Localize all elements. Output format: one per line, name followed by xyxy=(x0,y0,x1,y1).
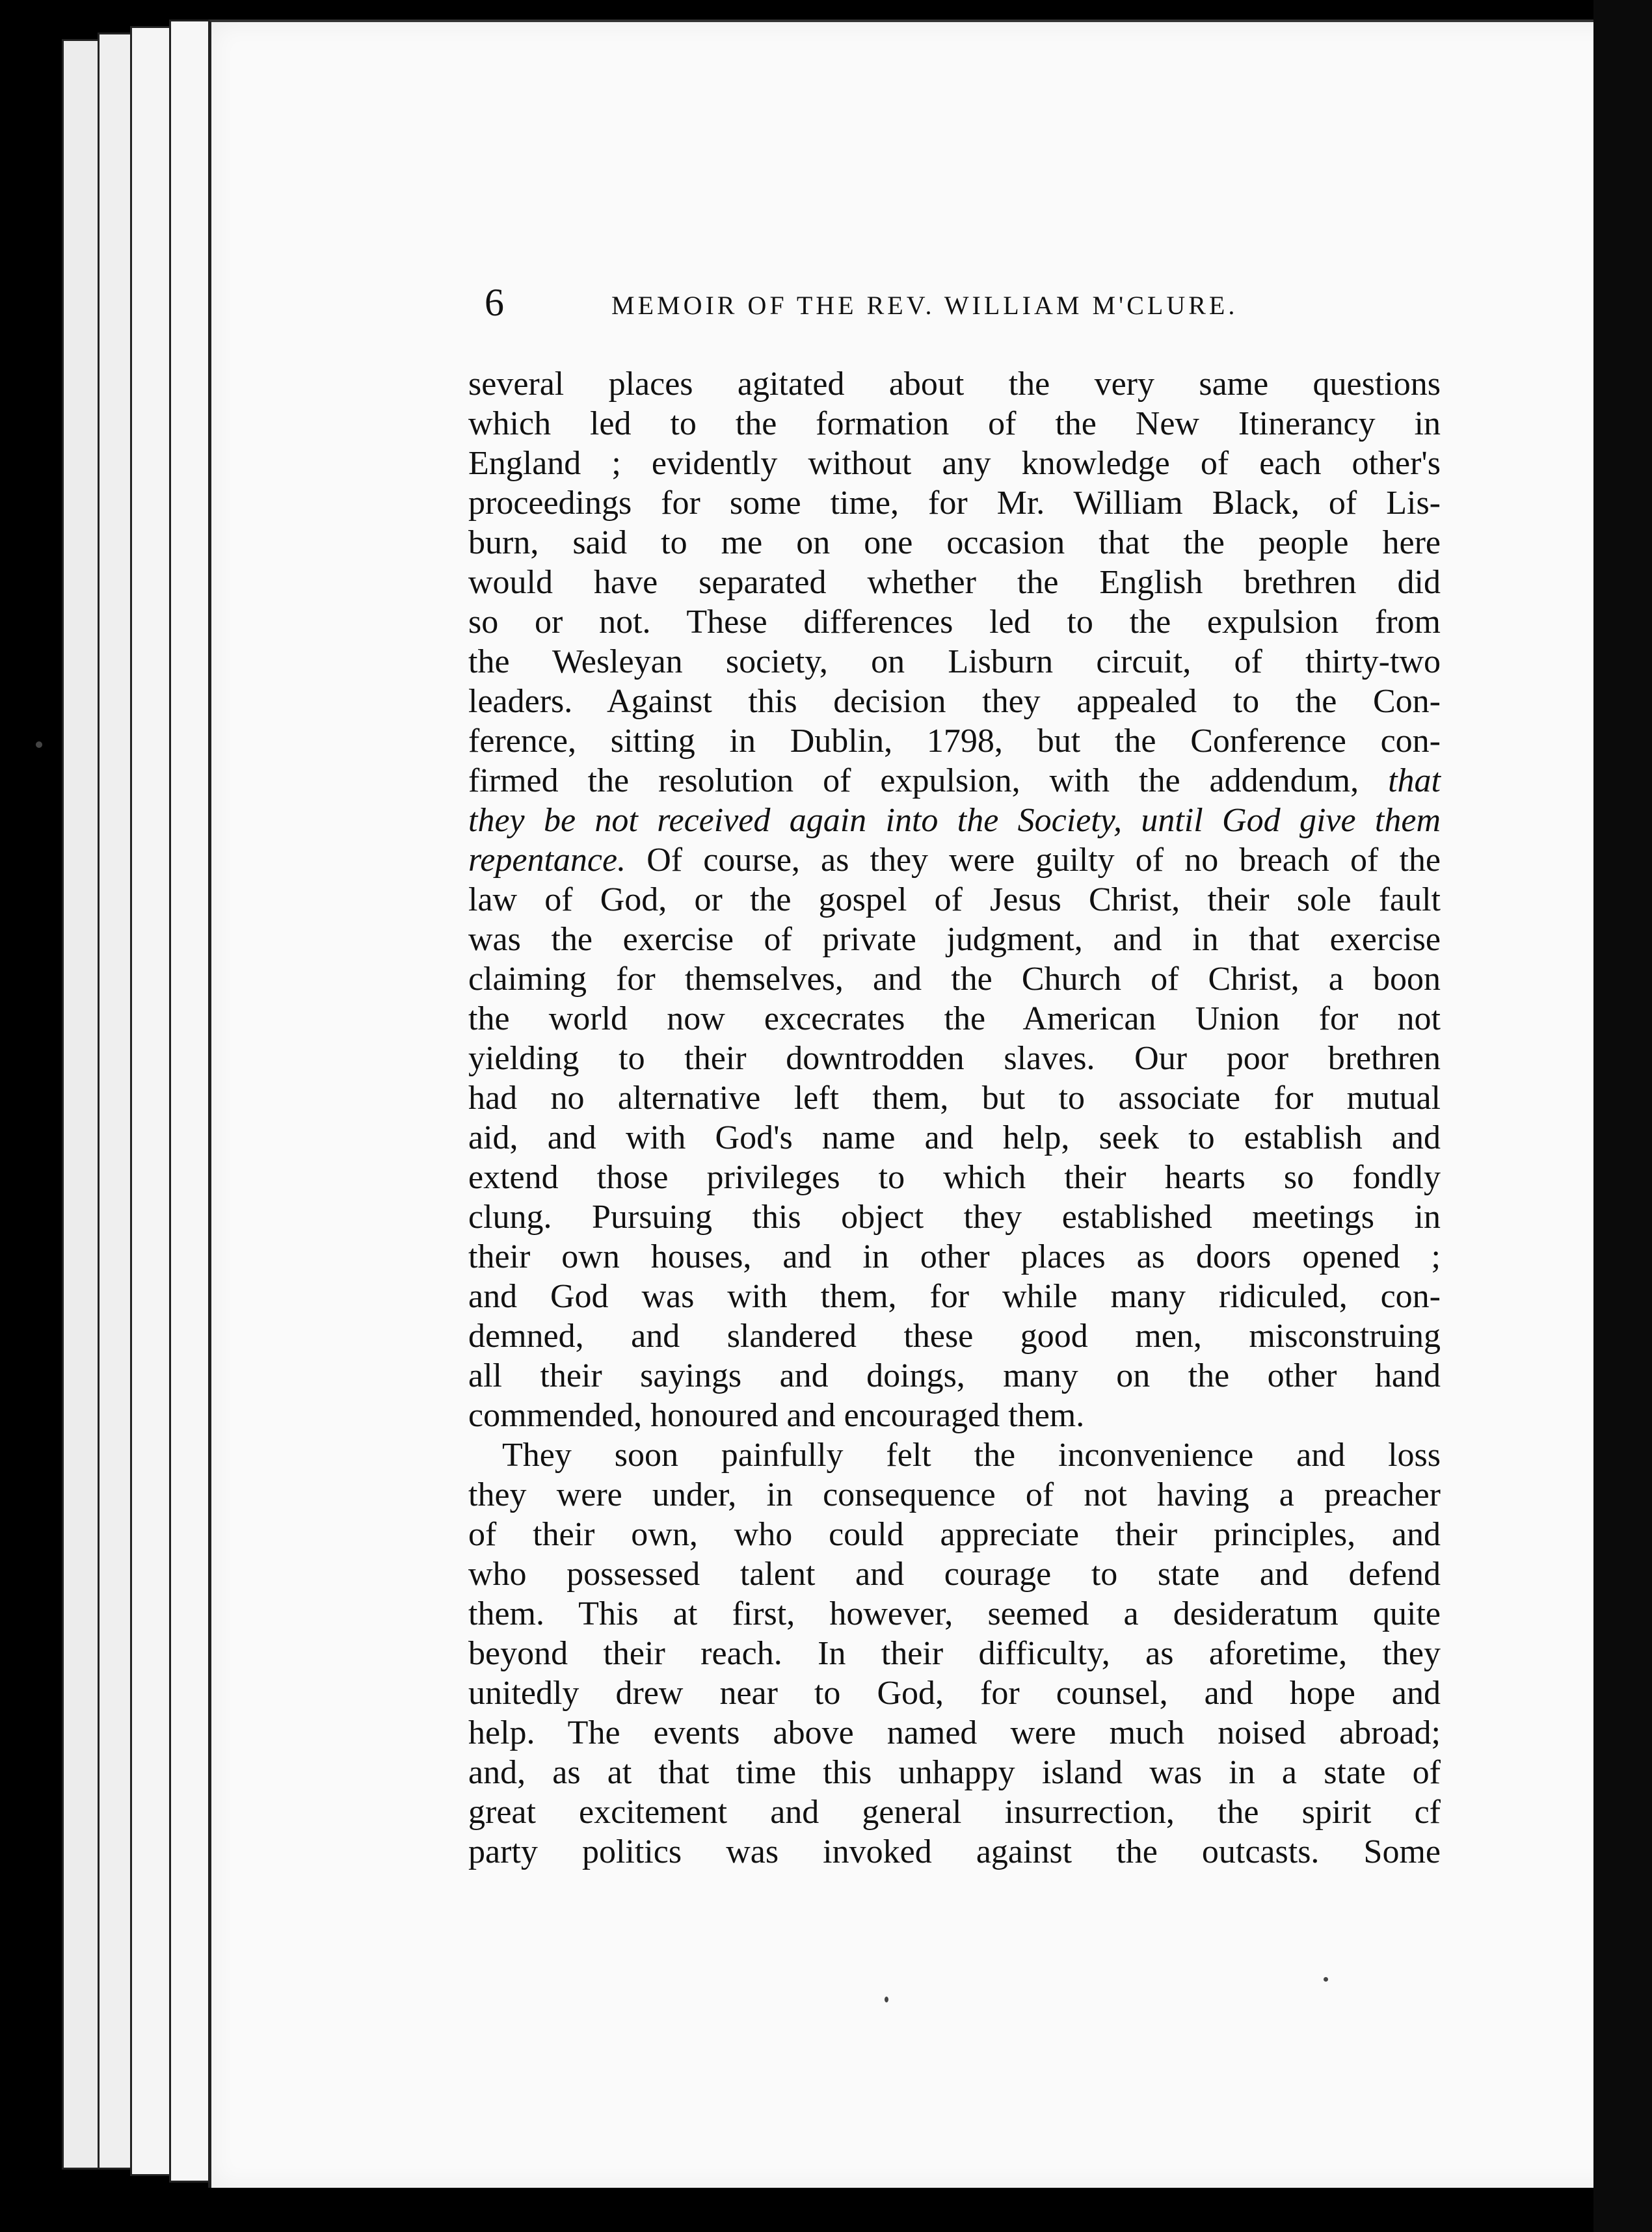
text-line: all their sayings and doings, many on the other hand xyxy=(468,1357,1441,1394)
running-head: MEMOIR OF THE REV. WILLIAM M'CLURE. xyxy=(611,291,1238,320)
text-line xyxy=(468,840,1441,880)
italic-run: they be not received again into the Society, xyxy=(468,802,1122,839)
text-line: unitedly drew near to God, for counsel, and hope and xyxy=(468,1675,1441,1712)
text-line xyxy=(468,761,1441,801)
text-line: leaders. Against this decision they appealed to the Con- xyxy=(468,683,1441,720)
text-line: their own houses, and in other places as doors opened ; xyxy=(468,1238,1441,1275)
text-line: of their own, who could appreciate their principles, and xyxy=(468,1516,1441,1553)
text-line: demned, and slandered these good men, misconstruing xyxy=(468,1318,1441,1355)
text-line: who possessed talent and courage to state and defend xyxy=(468,1556,1441,1593)
text-line: beyond their reach. In their difficulty, as aforetime, they xyxy=(468,1635,1441,1672)
text-line: them. This at first, however, seemed a desideratum quite xyxy=(468,1595,1441,1632)
italic-run: until God give them xyxy=(1141,802,1441,839)
page-header xyxy=(485,276,1330,328)
text-line: commended, honoured and encouraged them. xyxy=(468,1397,1085,1434)
body-text xyxy=(468,364,1441,1872)
text-line: the world now excecrates the American Union for not xyxy=(468,1000,1441,1037)
text-line: was the exercise of private judgment, and in that exercise xyxy=(468,921,1441,958)
text-line: England ; evidently without any knowledge of each other's xyxy=(468,445,1441,482)
text-run: firmed the resolution of expulsion, with the addendum, xyxy=(468,762,1359,799)
paragraph-1 xyxy=(468,364,1441,1435)
text-line: would have separated whether the English brethren did xyxy=(468,564,1441,601)
text-line: extend those privileges to which their hearts so fondly xyxy=(468,1159,1441,1196)
text-line: yielding to their downtrodden slaves. Our poor brethren xyxy=(468,1040,1441,1077)
italic-run: that xyxy=(1388,762,1441,799)
text-line: burn, said to me on one occasion that the people here xyxy=(468,524,1441,561)
text-line: they were under, in consequence of not having a preacher xyxy=(468,1476,1441,1513)
text-line xyxy=(468,801,1441,840)
text-line: claiming for themselves, and the Church of Christ, a boon xyxy=(468,961,1441,998)
text-line: several places agitated about the very same questions xyxy=(468,365,1441,403)
text-line: help. The events above named were much noised abroad; xyxy=(468,1714,1441,1751)
text-line: and, as at that time this unhappy island was in a state of xyxy=(468,1754,1441,1791)
text-line: which led to the formation of the New Itinerancy in xyxy=(468,405,1441,442)
text-line: so or not. These differences led to the expulsion from xyxy=(468,604,1441,641)
dust-speck xyxy=(36,741,42,748)
text-line: clung. Pursuing this object they established meetings in xyxy=(468,1199,1441,1236)
text-line: law of God, or the gospel of Jesus Christ, their sole fault xyxy=(468,881,1441,918)
text-line: party politics was invoked against the outcasts. Some xyxy=(468,1833,1441,1870)
text-line: the Wesleyan society, on Lisburn circuit, of thirty-two xyxy=(468,643,1441,680)
page-number: 6 xyxy=(485,281,504,324)
dust-speck xyxy=(885,1997,888,2002)
text-line: aid, and with God's name and help, seek to establish and xyxy=(468,1119,1441,1156)
italic-run: repentance. xyxy=(468,842,626,879)
text-line: ference, sitting in Dublin, 1798, but the Conference con- xyxy=(468,723,1441,760)
text-line: great excitement and general insurrection, the spirit cf xyxy=(468,1794,1441,1831)
paragraph-2 xyxy=(468,1435,1441,1872)
text-line: had no alternative left them, but to associate for mutual xyxy=(468,1080,1441,1117)
dust-speck xyxy=(1324,1977,1328,1982)
text-line: They soon painfully felt the inconvenience and loss xyxy=(502,1437,1441,1474)
text-run: Of course, as they were guilty of no breach of the xyxy=(646,842,1441,879)
text-line: and God was with them, for while many ridiculed, con- xyxy=(468,1278,1441,1315)
scan-shadow xyxy=(1593,0,1652,2232)
text-line: proceedings for some time, for Mr. William Black, of Lis- xyxy=(468,485,1441,522)
